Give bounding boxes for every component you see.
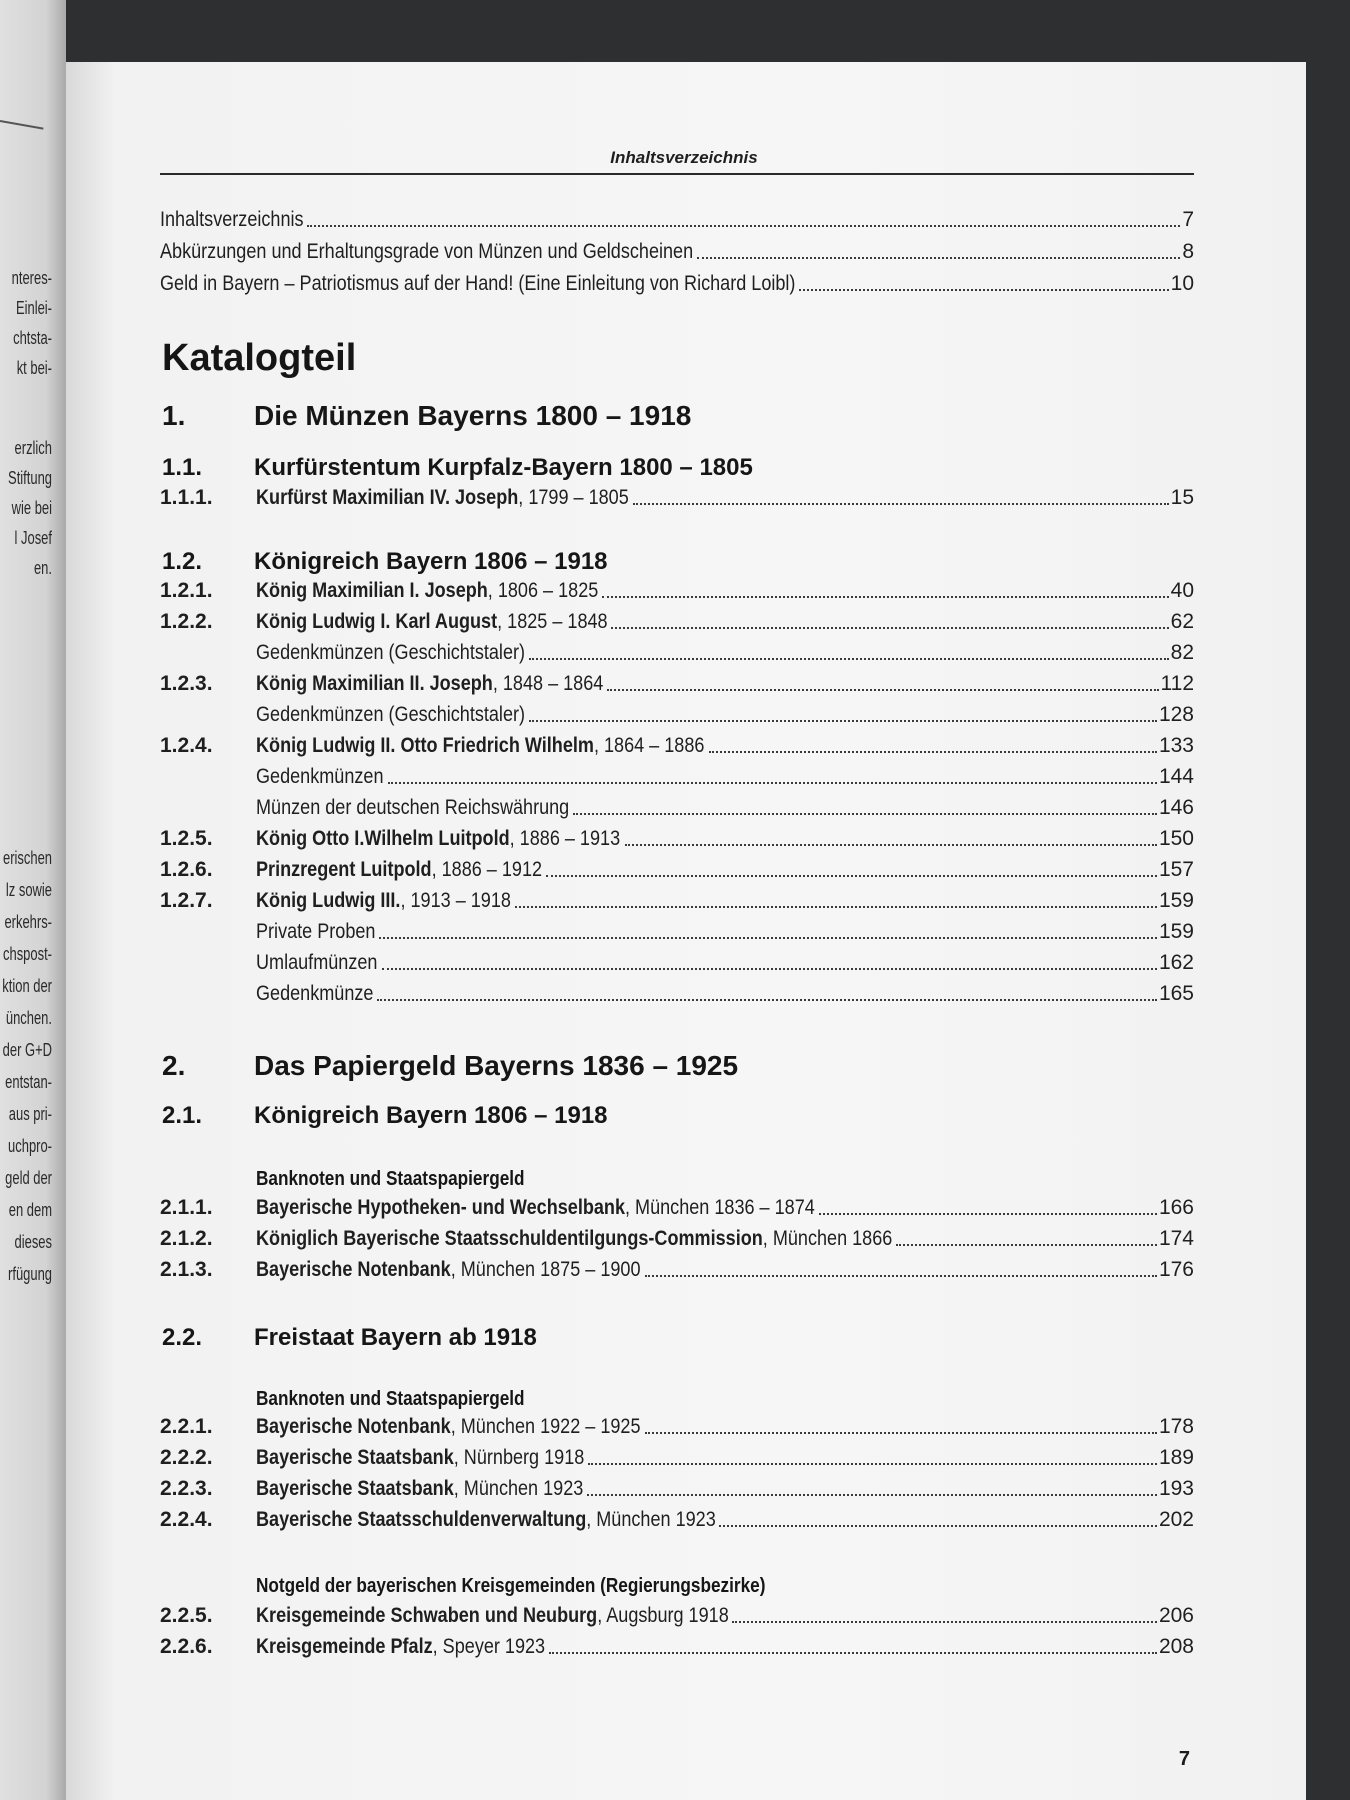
- left-page-fragment: geld der: [5, 1168, 52, 1188]
- toc-entry-name: Bayerische Staatsbank: [256, 1477, 454, 1500]
- toc-entry[interactable]: [160, 730, 1194, 758]
- toc-entry-text: [256, 858, 542, 882]
- toc-entry-number: 1.2.3.: [160, 672, 213, 695]
- toc-entry-text: Abkürzungen und Erhaltungsgrade von Münzen und Geldscheinen: [160, 240, 694, 263]
- toc-entry[interactable]: [160, 699, 1194, 727]
- toc-entry-name: Königlich Bayerische Staatsschuldentilgungs-Commission: [256, 1227, 763, 1250]
- page-number: 7: [1178, 1748, 1190, 1770]
- toc-page-number: 15: [1170, 486, 1194, 509]
- left-page-fragment: lz sowie: [5, 880, 52, 900]
- left-page-fragment: aus pri-: [8, 1104, 52, 1124]
- left-page-fragment: ünchen.: [5, 1008, 52, 1028]
- toc-page: [66, 62, 1306, 1800]
- leader-dots: [719, 1525, 1157, 1527]
- toc-entry-number: 1.2.2.: [160, 610, 213, 633]
- toc-entry-text: [256, 765, 384, 789]
- section-heading: [162, 454, 1192, 482]
- toc-entry[interactable]: [160, 236, 1194, 264]
- leader-dots: [546, 875, 1157, 877]
- leader-dots: [382, 968, 1157, 970]
- toc-entry-text: [256, 982, 373, 1006]
- toc-page-number: 208: [1158, 1635, 1194, 1658]
- toc-page-number: 162: [1158, 951, 1194, 974]
- toc-page-number: 159: [1158, 920, 1194, 943]
- toc-entry[interactable]: [160, 854, 1194, 882]
- leader-dots: [732, 1621, 1157, 1623]
- toc-entry-number: 2.2.6.: [160, 1635, 213, 1658]
- left-page-fragment: uchpro-: [8, 1136, 52, 1156]
- left-page-fragment: chtsta-: [13, 328, 52, 348]
- toc-entry-detail: , 1799 – 1805: [518, 486, 629, 509]
- leader-dots: [697, 257, 1180, 259]
- toc-entry[interactable]: [160, 1504, 1194, 1532]
- toc-entry-detail: , München 1922 – 1925: [450, 1415, 641, 1438]
- left-page-fragment: en dem: [8, 1200, 52, 1220]
- leader-dots: [625, 844, 1157, 846]
- left-page-fragment: chspost-: [3, 944, 52, 964]
- catalog-heading: Katalogteil: [162, 337, 357, 379]
- toc-entry[interactable]: [160, 637, 1194, 665]
- toc-entry-name: König Ludwig II. Otto Friedrich Wilhelm: [256, 734, 594, 757]
- toc-entry-detail: , Nürnberg 1918: [453, 1446, 585, 1469]
- toc-page-number: 150: [1158, 827, 1194, 850]
- toc-entry-name: Bayerische Staatsschuldenverwaltung: [256, 1508, 587, 1531]
- toc-entry-text: [256, 889, 511, 913]
- toc-page-number: 189: [1158, 1446, 1194, 1469]
- leader-dots: [602, 596, 1168, 598]
- toc-entry-number: 2.1.1.: [160, 1196, 213, 1219]
- toc-page-number: 7: [1182, 208, 1194, 231]
- left-page-fragment: erzlich: [14, 438, 52, 458]
- toc-page-number: 133: [1158, 734, 1194, 757]
- toc-entry-text: [256, 579, 598, 603]
- toc-entry-text: [256, 1604, 729, 1628]
- part-heading: [162, 1050, 1192, 1082]
- toc-entry-detail: , Augsburg 1918: [597, 1604, 729, 1627]
- left-page-fragment: dieses: [14, 1232, 52, 1252]
- toc-entry-detail: Gedenkmünze: [256, 982, 374, 1005]
- toc-entry-text: [256, 1508, 716, 1532]
- left-page-rule: [0, 120, 44, 130]
- toc-entry-detail: Private Proben: [256, 920, 376, 943]
- toc-entry-detail: Umlaufmünzen: [256, 951, 378, 974]
- toc-entry[interactable]: [160, 978, 1194, 1006]
- part-number: 2.: [162, 1050, 186, 1081]
- toc-entry-text: [256, 827, 620, 851]
- leader-dots: [529, 658, 1169, 660]
- toc-entry-detail: , München 1866: [762, 1227, 893, 1250]
- toc-entry-detail: , München 1923: [586, 1508, 716, 1531]
- leader-dots: [709, 751, 1157, 753]
- toc-entry-name: König Otto I.Wilhelm Luitpold: [256, 827, 510, 850]
- toc-entry[interactable]: [160, 268, 1194, 296]
- toc-entry[interactable]: [160, 1631, 1194, 1659]
- toc-entry-detail: Münzen der deutschen Reichswährung: [256, 796, 570, 819]
- toc-entry[interactable]: [160, 761, 1194, 789]
- leader-dots: [896, 1244, 1157, 1246]
- section-title: Königreich Bayern 1806 – 1918: [254, 1102, 608, 1129]
- toc-entry[interactable]: [160, 668, 1194, 696]
- toc-entry-number: 1.2.7.: [160, 889, 213, 912]
- left-page-fragment: ktion der: [2, 976, 52, 996]
- toc-entry-text: [256, 920, 375, 944]
- leader-dots: [611, 627, 1168, 629]
- toc-entry-detail: , 1864 – 1886: [593, 734, 705, 757]
- toc-entry-detail: , München 1923: [453, 1477, 584, 1500]
- toc-entry[interactable]: [160, 204, 1194, 232]
- leader-dots: [645, 1432, 1157, 1434]
- toc-entry-name: König Ludwig III.: [256, 889, 401, 912]
- leader-dots: [588, 1463, 1157, 1465]
- part-heading: [162, 400, 1192, 432]
- left-page-fragment: nteres-: [11, 268, 52, 288]
- toc-entry-text: [256, 1227, 892, 1251]
- leader-dots: [633, 503, 1168, 505]
- leader-dots: [307, 225, 1180, 227]
- toc-page-number: 166: [1158, 1196, 1194, 1219]
- toc-entry-number: 2.2.2.: [160, 1446, 213, 1469]
- toc-entry[interactable]: [160, 606, 1194, 634]
- section-title: Kurfürstentum Kurpfalz-Bayern 1800 – 1805: [254, 454, 753, 481]
- toc-entry-name: Bayerische Notenbank: [256, 1258, 451, 1281]
- left-page-edge: [0, 0, 66, 1800]
- toc-entry-text: [256, 1635, 545, 1659]
- toc-entry-detail: Gedenkmünzen: [256, 765, 384, 788]
- toc-entry-number: 2.2.3.: [160, 1477, 213, 1500]
- toc-entry-number: 2.2.4.: [160, 1508, 213, 1531]
- toc-entry-detail: Gedenkmünzen (Geschichtstaler): [256, 703, 526, 726]
- toc-entry-name: Kreisgemeinde Pfalz: [256, 1635, 433, 1658]
- toc-entry-name: König Ludwig I. Karl August: [256, 610, 498, 633]
- running-header: Inhaltsverzeichnis: [610, 148, 758, 167]
- toc-entry[interactable]: [160, 1254, 1194, 1282]
- toc-entry-detail: , 1886 – 1913: [509, 827, 621, 850]
- section-number: 1.1.: [162, 454, 203, 481]
- header-rule: [160, 173, 1194, 175]
- leader-dots: [515, 906, 1157, 908]
- toc-entry-name: König Maximilian II. Joseph: [256, 672, 493, 695]
- toc-entry-number: 1.1.1.: [160, 486, 213, 509]
- part-title: Die Münzen Bayerns 1800 – 1918: [254, 400, 692, 431]
- section-heading: [162, 1102, 1192, 1130]
- subsection-heading: Banknoten und Staatspapiergeld: [256, 1168, 525, 1190]
- toc-entry-detail: , 1806 – 1825: [487, 579, 599, 602]
- leader-dots: [549, 1652, 1157, 1654]
- leader-dots: [799, 289, 1168, 291]
- toc-entry-text: [256, 1446, 584, 1470]
- section-number: 2.2.: [162, 1324, 203, 1351]
- toc-page-number: 157: [1158, 858, 1194, 881]
- toc-page-number: 144: [1158, 765, 1194, 788]
- toc-page-number: 165: [1158, 982, 1194, 1005]
- left-page-fragment: rfügung: [8, 1264, 52, 1284]
- left-page-fragment: der G+D: [2, 1040, 52, 1060]
- part-title: Das Papiergeld Bayerns 1836 – 1925: [254, 1050, 739, 1081]
- toc-entry[interactable]: [160, 1223, 1194, 1251]
- toc-entry[interactable]: [160, 1411, 1194, 1439]
- leader-dots: [388, 782, 1157, 784]
- section-heading: [162, 1324, 1192, 1352]
- toc-entry-text: Geld in Bayern – Patriotismus auf der Hand! (Eine Einleitung von Richard Loibl): [160, 272, 796, 295]
- toc-entry-text: [256, 1477, 583, 1501]
- left-page-fragment: wie bei: [11, 498, 52, 518]
- left-page-fragment: Stiftung: [8, 468, 52, 488]
- toc-page-number: 178: [1158, 1415, 1194, 1438]
- toc-page-number: 10: [1170, 272, 1194, 295]
- toc-entry-text: [256, 1258, 641, 1282]
- toc-entry[interactable]: [160, 947, 1194, 975]
- toc-page-number: 206: [1158, 1604, 1194, 1627]
- toc-entry-detail: , Speyer 1923: [432, 1635, 546, 1658]
- left-page-fragment: kt bei-: [16, 358, 52, 378]
- toc-entry[interactable]: [160, 1192, 1194, 1220]
- leader-dots: [587, 1494, 1157, 1496]
- toc-entry[interactable]: [160, 916, 1194, 944]
- toc-entry-text: [256, 672, 603, 696]
- leader-dots: [529, 720, 1157, 722]
- toc-entry[interactable]: [160, 1473, 1194, 1501]
- left-page-fragment: en.: [33, 558, 52, 578]
- toc-entry-text: [256, 610, 608, 634]
- toc-entry-name: Bayerische Hypotheken- und Wechselbank: [256, 1196, 626, 1219]
- toc-entry-detail: , München 1875 – 1900: [450, 1258, 641, 1281]
- section-number: 1.2.: [162, 548, 203, 575]
- toc-entry-text: [256, 1196, 815, 1220]
- toc-entry-text: Inhaltsverzeichnis: [160, 208, 304, 231]
- toc-entry-number: 1.2.4.: [160, 734, 213, 757]
- toc-entry-text: [256, 703, 525, 727]
- toc-entry-detail: , München 1836 – 1874: [625, 1196, 815, 1219]
- toc-entry-text: [256, 1415, 641, 1439]
- leader-dots: [645, 1275, 1157, 1277]
- toc-entry[interactable]: [160, 885, 1194, 913]
- toc-entry-number: 1.2.1.: [160, 579, 213, 602]
- toc-page-number: 174: [1158, 1227, 1194, 1250]
- toc-entry-text: [256, 641, 525, 665]
- toc-entry[interactable]: [160, 792, 1194, 820]
- toc-entry-text: [256, 951, 377, 975]
- toc-page-number: 128: [1158, 703, 1194, 726]
- toc-entry-number: 1.2.6.: [160, 858, 213, 881]
- toc-entry-number: 1.2.5.: [160, 827, 213, 850]
- toc-entry[interactable]: [160, 823, 1194, 851]
- subsection-heading: Notgeld der bayerischen Kreisgemeinden (Regierungsbezirke): [256, 1575, 766, 1597]
- toc-page-number: 202: [1158, 1508, 1194, 1531]
- toc-entry-text: [256, 486, 629, 510]
- toc-entry-number: 2.1.3.: [160, 1258, 213, 1281]
- toc-entry-name: Bayerische Staatsbank: [256, 1446, 454, 1469]
- toc-page-number: 62: [1170, 610, 1194, 633]
- toc-page-number: 112: [1160, 672, 1194, 695]
- toc-page-number: 159: [1158, 889, 1194, 912]
- toc-entry-name: König Maximilian I. Joseph: [256, 579, 488, 602]
- leader-dots: [607, 689, 1158, 691]
- left-page-fragment: erkehrs-: [4, 912, 52, 932]
- section-title: Freistaat Bayern ab 1918: [254, 1324, 537, 1351]
- toc-page-number: 40: [1170, 579, 1194, 602]
- leader-dots: [573, 813, 1157, 815]
- toc-entry-number: 2.2.5.: [160, 1604, 213, 1627]
- toc-page-number: 146: [1158, 796, 1194, 819]
- toc-entry[interactable]: [160, 482, 1194, 510]
- toc-page-number: 193: [1158, 1477, 1194, 1500]
- toc-entry-name: Bayerische Notenbank: [256, 1415, 451, 1438]
- toc-entry-number: 2.2.1.: [160, 1415, 213, 1438]
- toc-entry-detail: Gedenkmünzen (Geschichtstaler): [256, 641, 526, 664]
- toc-entry-detail: , 1913 – 1918: [400, 889, 511, 912]
- leader-dots: [379, 937, 1157, 939]
- toc-entry-detail: , 1848 – 1864: [492, 672, 604, 695]
- leader-dots: [819, 1213, 1157, 1215]
- subsection-heading: Banknoten und Staatspapiergeld: [256, 1388, 525, 1410]
- toc-entry-name: Kurfürst Maximilian IV. Joseph: [256, 486, 519, 509]
- toc-entry[interactable]: [160, 1600, 1194, 1628]
- toc-entry-text: [256, 796, 569, 820]
- toc-entry-detail: , 1886 – 1912: [431, 858, 543, 881]
- toc-page-number: 8: [1182, 240, 1194, 263]
- toc-entry[interactable]: [160, 575, 1194, 603]
- toc-page-number: 176: [1158, 1258, 1194, 1281]
- leader-dots: [377, 999, 1157, 1001]
- left-page-fragment: l Josef: [14, 528, 52, 548]
- toc-entry-detail: , 1825 – 1848: [497, 610, 608, 633]
- toc-entry-text: [256, 734, 704, 758]
- toc-entry-name: Kreisgemeinde Schwaben und Neuburg: [256, 1604, 598, 1627]
- toc-entry[interactable]: [160, 1442, 1194, 1470]
- part-number: 1.: [162, 400, 186, 431]
- section-heading: [162, 548, 1192, 576]
- section-title: Königreich Bayern 1806 – 1918: [254, 548, 608, 575]
- left-page-fragment: Einlei-: [15, 298, 52, 318]
- left-page-fragment: erischen: [3, 848, 52, 868]
- left-page-fragment: entstan-: [5, 1072, 52, 1092]
- toc-entry-name: Prinzregent Luitpold: [256, 858, 432, 881]
- toc-page-number: 82: [1170, 641, 1194, 664]
- section-number: 2.1.: [162, 1102, 203, 1129]
- toc-entry-number: 2.1.2.: [160, 1227, 213, 1250]
